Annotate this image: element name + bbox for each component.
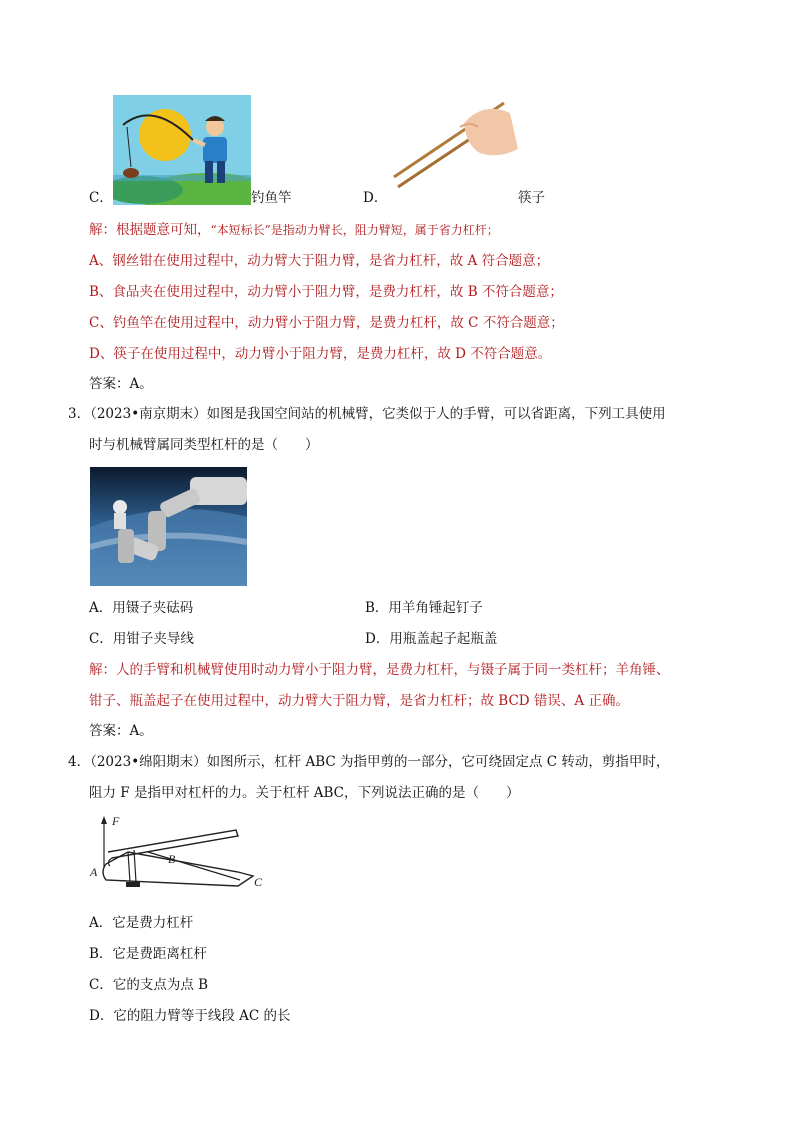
q4-option-c: C．它的支点为点 B [89,977,209,993]
option-c-label: C． [89,190,113,206]
fishing-rod-image [113,95,251,205]
robotic-arm-image [90,467,247,586]
q3-option-a: A．用镊子夹砝码 [89,600,194,616]
figure-label-f: F [112,814,120,828]
option-d-label: D． [363,190,388,206]
q3-option-d: D．用瓶盖起子起瓶盖 [365,631,498,647]
q2-solution-b: B、食品夹在使用过程中，动力臂小于阻力臂，是费力杠杆，故 B 不符合题意； [89,284,563,300]
chopsticks-image [386,95,518,200]
figure-label-a: A [90,865,98,879]
figure-label-c: C [254,875,263,889]
q4-option-d: D．它的阻力臂等于线段 AC 的长 [89,1008,291,1024]
q3-solution-line1: 解：人的手臂和机械臂使用时动力臂小于阻力臂，是费力杠杆，与镊子属于同一类杠杆；羊角锤、 [89,662,670,678]
option-c-caption: 钓鱼竿 [251,190,292,206]
q3-solution-line2: 钳子、瓶盖起子在使用过程中，动力臂大于阻力臂，是省力杠杆；故 BCD 错误、A 正确。 [89,693,629,709]
q3-option-b: B．用羊角锤起钉子 [365,600,483,616]
q3-stem-line1: 3．（2023•南京期末）如图是我国空间站的机械臂，它类似于人的手臂，可以省距离，下列工具使用 [68,406,666,422]
q2-solution-c: C、钓鱼竿在使用过程中，动力臂小于阻力臂，是费力杠杆，故 C 不符合题意； [89,315,564,331]
q4-stem-line2: 阻力 F 是指甲对杠杆的力。关于杠杆 ABC，下列说法正确的是（ ） [89,785,520,801]
q2-solution-prefix: 解：根据题意可知， [89,222,211,238]
q2-solution-d: D、筷子在使用过程中，动力臂小于阻力臂，是费力杠杆，故 D 不符合题意。 [89,346,552,362]
figure-label-b: B [168,852,176,866]
q3-answer: 答案：A。 [89,723,153,739]
q4-option-b: B．它是费距离杠杆 [89,946,207,962]
option-d-caption: 筷子 [518,190,545,206]
q2-solution-a: A、钢丝钳在使用过程中，动力臂大于阻力臂，是省力杠杆，故 A 符合题意； [89,253,550,269]
q4-option-a: A．它是费力杠杆 [89,915,194,931]
nail-clipper-diagram [88,812,268,902]
q2-solution-intro [89,220,499,240]
q3-option-c: C．用钳子夹导线 [89,631,194,647]
q3-stem-line2: 时与机械臂属同类型杠杆的是（ ） [89,437,319,453]
q2-answer: 答案：A。 [89,376,153,392]
q4-stem-line1: 4．（2023•绵阳期末）如图所示，杠杆 ABC 为指甲剪的一部分，它可绕固定点 C 转动，剪指甲时， [68,754,670,770]
q2-solution-quote: “本短标长”是指动力臂长，阻力臂短，属于省力杠杆； [210,223,499,237]
